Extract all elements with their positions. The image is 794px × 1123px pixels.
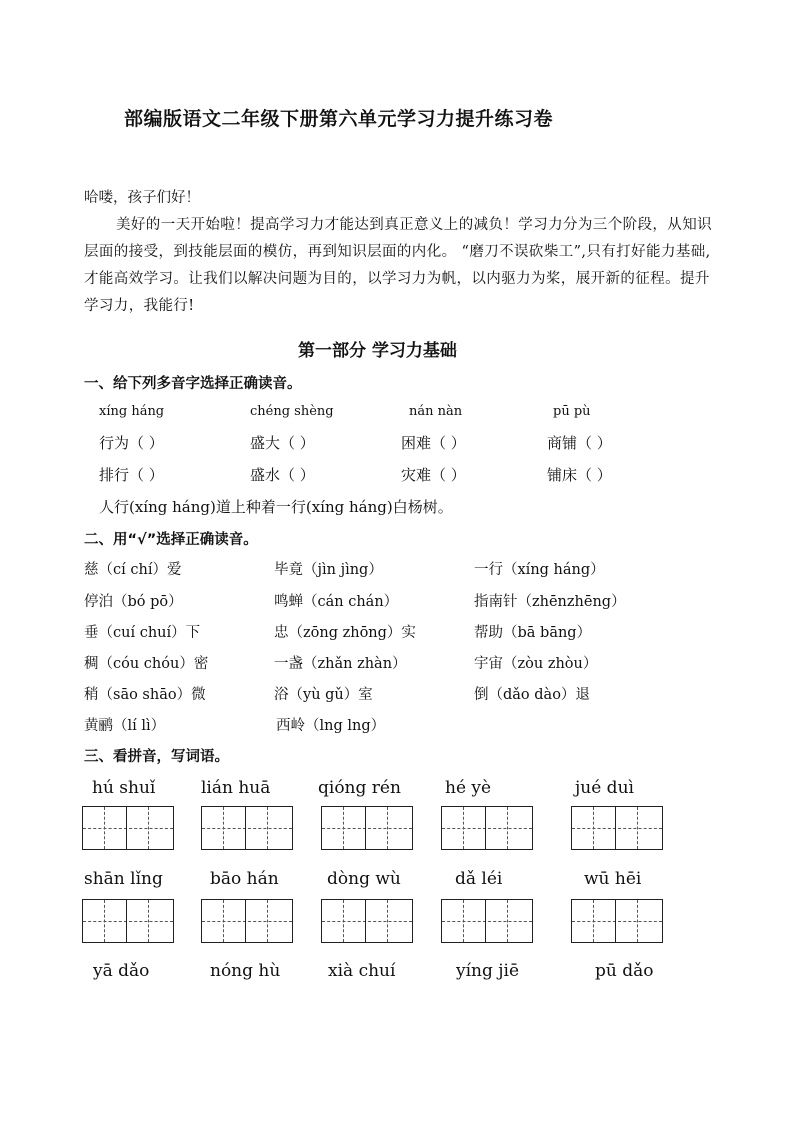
q2-item: 慈（cí chí）爱	[84, 562, 182, 578]
q2-heading: 二、用“√”选择正确读音。	[84, 532, 258, 548]
q1-item: 铺床（ ）	[547, 466, 612, 484]
q2-item: 稍（sāo shāo）微	[84, 687, 206, 703]
q3-pinyin: pū dǎo	[595, 961, 654, 981]
q3-pinyin: dòng wù	[327, 869, 401, 889]
q1-sentence: 人行(xíng háng)道上种着一行(xíng háng)白杨树。	[99, 498, 453, 516]
q2-item: 毕竟（jìn jìng）	[274, 562, 383, 578]
q3-pinyin: yíng jiē	[456, 961, 520, 981]
q1-item: 盛水（ ）	[250, 466, 315, 484]
q2-item: 忠（zōng zhōng）实	[274, 625, 416, 641]
q3-pinyin: jué duì	[575, 778, 634, 798]
q1-item: 灾难（ ）	[401, 466, 466, 484]
greeting: 哈喽，孩子们好！	[84, 190, 200, 206]
part-title: 第一部分 学习力基础	[298, 341, 457, 361]
q2-item: 指南针（zhēnzhēng）	[474, 594, 626, 610]
q2-item: 停泊（bó pō）	[84, 594, 183, 610]
q3-pinyin: lián huā	[201, 778, 271, 798]
writing-grid[interactable]	[571, 806, 663, 850]
q3-heading: 三、看拼音，写词语。	[84, 749, 229, 765]
q2-item: 一盏（zhǎn zhàn）	[274, 656, 407, 672]
q1-item: 行为（ ）	[99, 434, 164, 452]
q2-item: 宇宙（zòu zhòu）	[474, 656, 598, 672]
q2-item: 鸣蝉（cán chán）	[274, 594, 399, 610]
q3-pinyin: xià chuí	[328, 961, 396, 981]
writing-grid[interactable]	[321, 806, 413, 850]
q3-pinyin: shān lǐng	[84, 869, 163, 889]
q1-heading: 一、给下列多音字选择正确读音。	[84, 376, 302, 392]
intro-paragraph: 美好的一天开始啦！提高学习力才能达到真正意义上的减负！学习力分为三个阶段，从知识层面的接受，到技能层面的模仿，再到知识层面的内化。 “磨刀不误砍柴工”,只有打好能力基础,才能高效学习。让我们以解决问题为目的，以学习力为帆，以内驱力为桨，展开新的征程。提升学习力，我能行!	[84, 217, 712, 314]
q1-pinyin-3: nán nàn	[409, 404, 463, 419]
q3-pinyin: bāo hán	[210, 869, 279, 889]
q2-item: 垂（cuí chuí）下	[84, 625, 201, 641]
q3-pinyin: wū hēi	[584, 869, 642, 889]
q3-pinyin: dǎ léi	[455, 869, 503, 889]
writing-grid[interactable]	[201, 899, 293, 943]
q1-item: 商铺（ ）	[547, 434, 612, 452]
q1-item: 困难（ ）	[401, 434, 466, 452]
q2-item: 黄鹂（lí lì）	[84, 718, 166, 734]
q1-pinyin-1: xíng háng	[99, 404, 165, 419]
q2-item: 一行（xíng háng）	[474, 562, 605, 578]
writing-grid[interactable]	[82, 806, 174, 850]
q1-item: 排行（ ）	[99, 466, 164, 484]
q3-pinyin: hé yè	[445, 778, 492, 798]
q2-item: 帮助（bā bāng）	[474, 625, 592, 641]
q3-pinyin: qióng rén	[318, 778, 401, 798]
q2-item: 浴（yù gǔ）室	[274, 687, 373, 703]
q3-pinyin: nóng hù	[210, 961, 281, 981]
writing-grid[interactable]	[82, 899, 174, 943]
writing-grid[interactable]	[321, 899, 413, 943]
q3-pinyin: yā dǎo	[93, 961, 150, 981]
q1-item: 盛大（ ）	[250, 434, 315, 452]
q2-item: 西岭（lng lng）	[276, 718, 386, 734]
q1-pinyin-2: chéng shèng	[250, 404, 334, 419]
q1-pinyin-4: pū pù	[553, 404, 591, 419]
writing-grid[interactable]	[571, 899, 663, 943]
q3-pinyin: hú shuǐ	[92, 778, 156, 798]
q2-item: 稠（cóu chóu）密	[84, 656, 209, 672]
writing-grid[interactable]	[441, 806, 533, 850]
writing-grid[interactable]	[201, 806, 293, 850]
writing-grid[interactable]	[441, 899, 533, 943]
q2-item: 倒（dǎo dào）退	[474, 687, 590, 703]
page-title: 部编版语文二年级下册第六单元学习力提升练习卷	[124, 108, 554, 130]
